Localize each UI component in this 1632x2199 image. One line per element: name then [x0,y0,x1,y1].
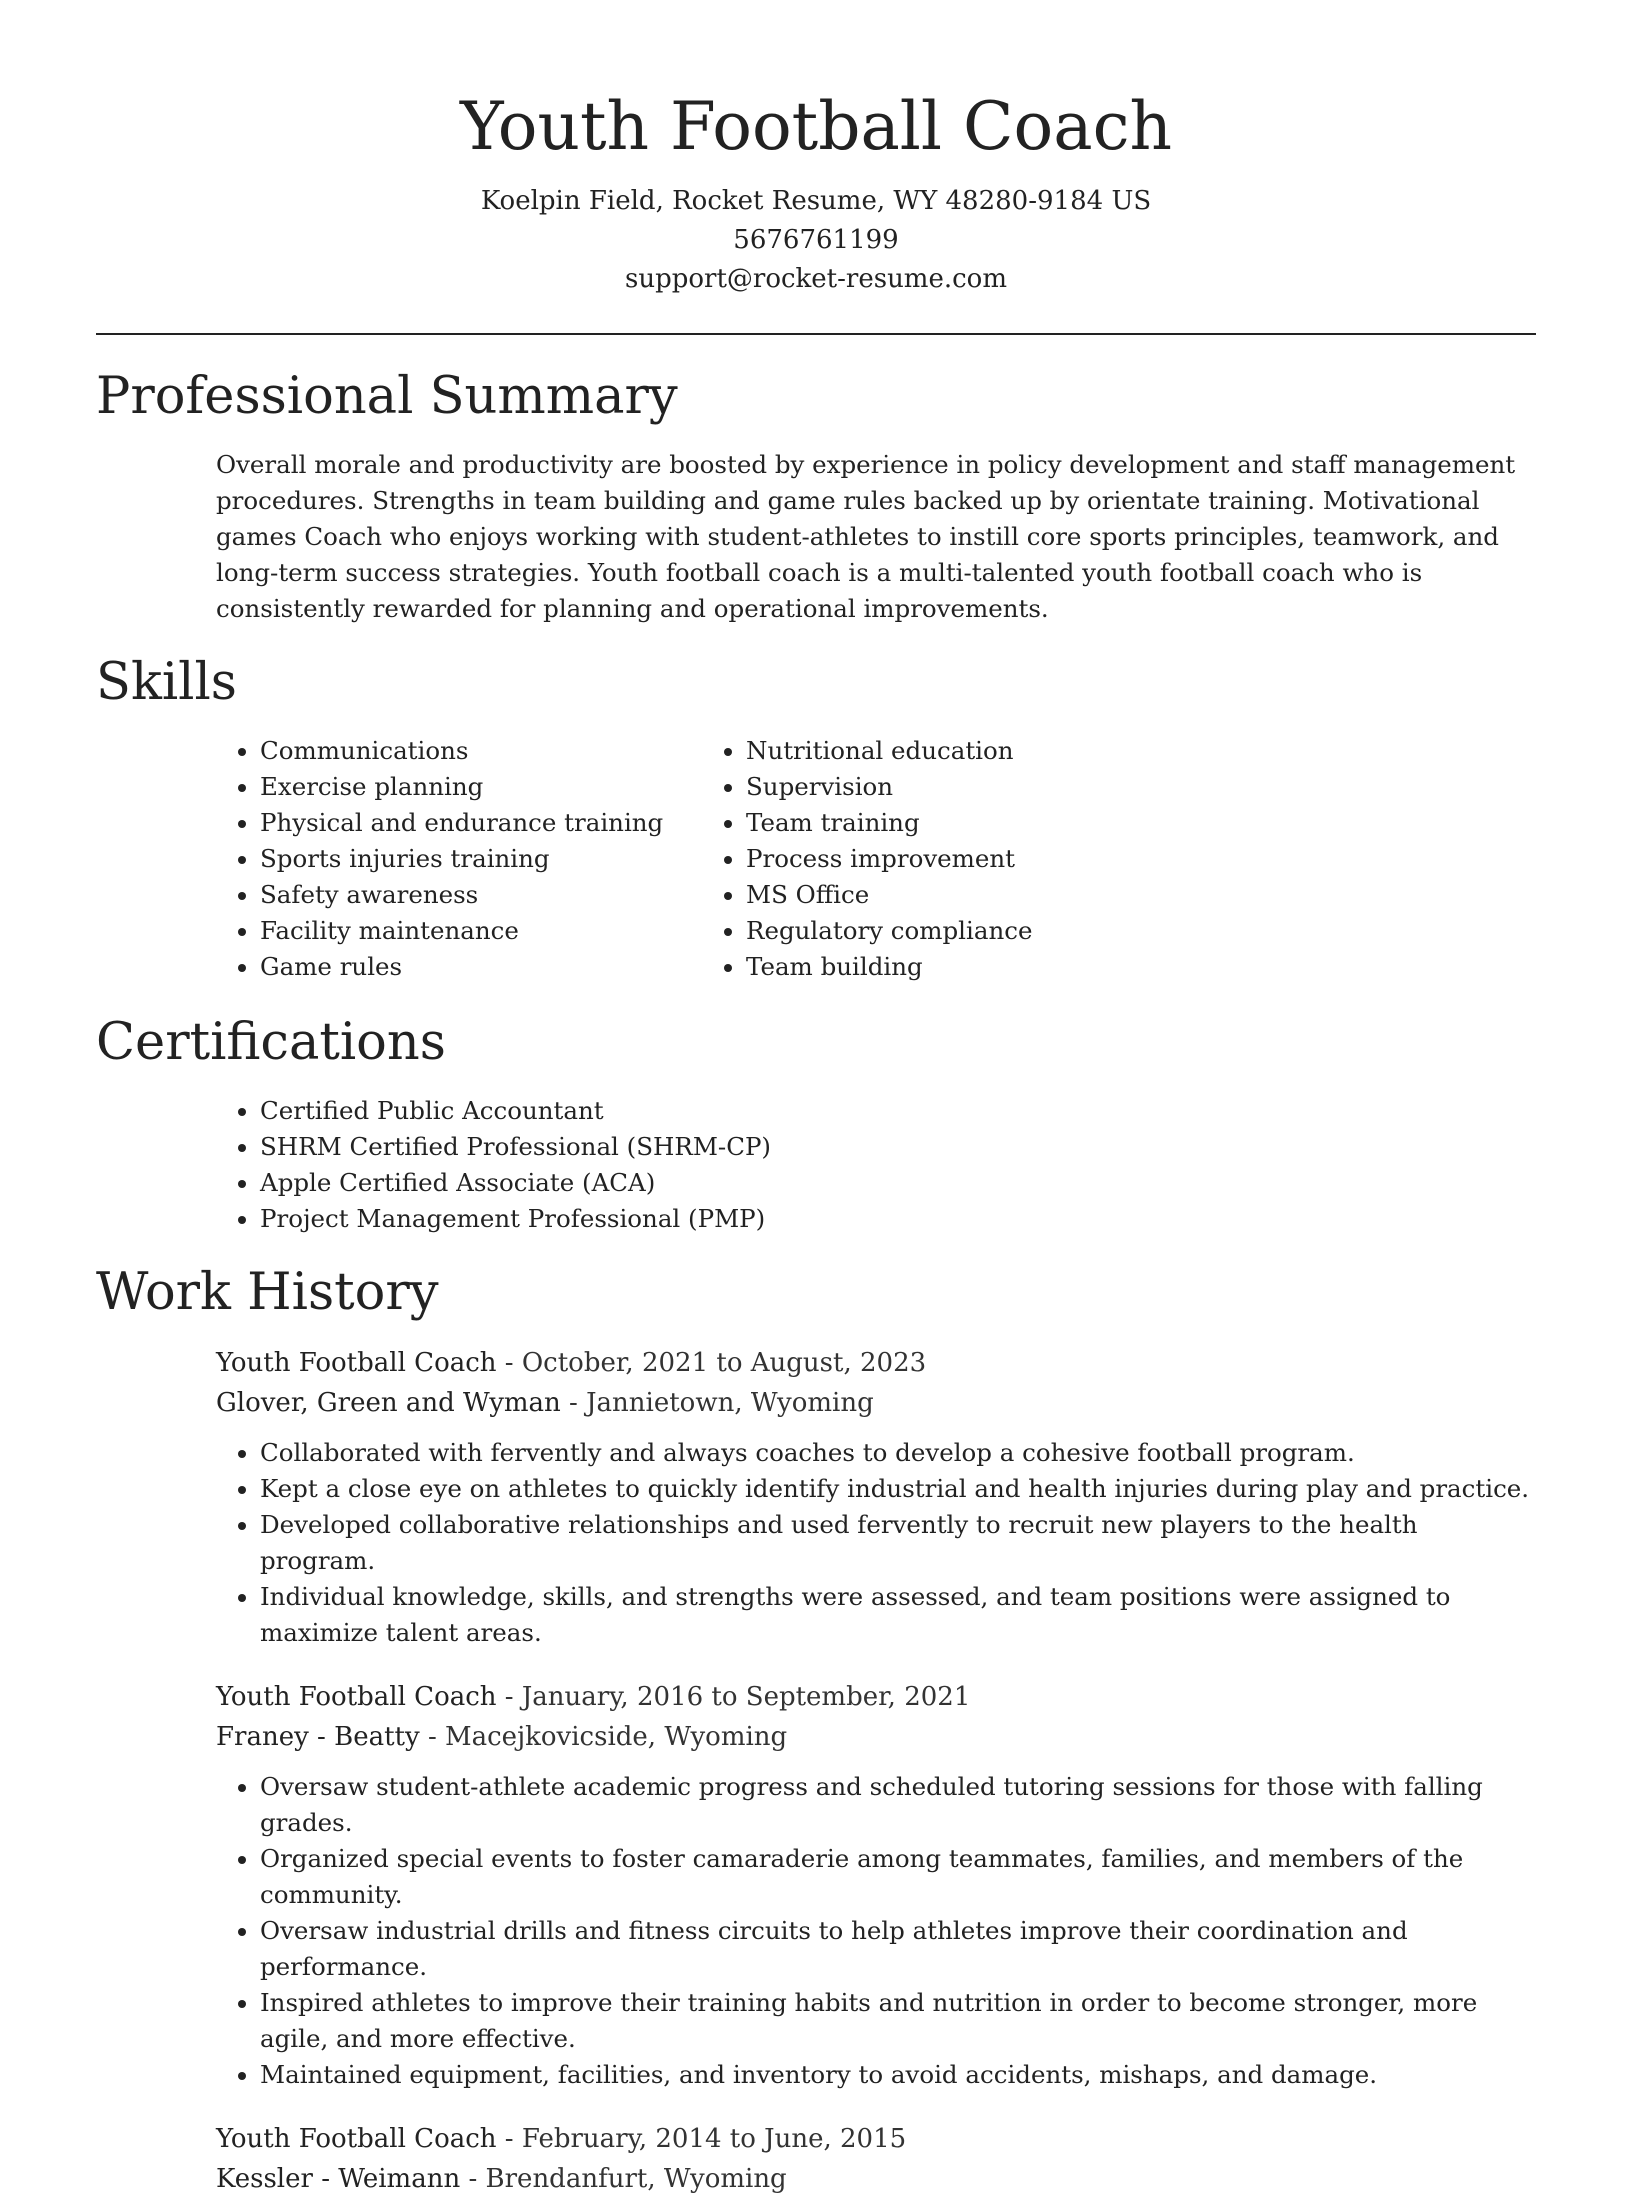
certification-item: • Certified Public Accountant [260,1093,1536,1129]
job-duty: • Collaborated with fervently and always coaches to develop a cohesive football program. [260,1435,1536,1471]
job-company: Franey - Beatty [216,1722,420,1752]
skill-item: • Supervision [746,769,1246,805]
skill-item: • Safety awareness [260,877,746,913]
skill-item: • Nutritional education [746,733,1246,769]
contact-phone: 5676761199 [733,225,899,255]
job-company-line [216,1717,1536,1757]
skill-item: • Sports injuries training [260,841,746,877]
job-duty: • Oversaw industrial drills and fitness circuits to help athletes improve their coordination and performance. [260,1913,1536,1985]
skill-item: • Regulatory compliance [746,913,1246,949]
skills-list-right [582,733,1246,985]
job-location: - Jannietown, Wyoming [560,1388,874,1418]
job-duty: • Oversaw student-athlete academic progress and scheduled tutoring sessions for those with falling grades. [260,1769,1536,1841]
certification-item: • SHRM Certified Professional (SHRM-CP) [260,1129,1536,1165]
job-title: Youth Football Coach [216,1682,497,1712]
job-title-line [216,1343,1536,1383]
resume-page [96,0,1536,2199]
job-company-line [216,2159,1536,2199]
job-company: Glover, Green and Wyman [216,1388,561,1418]
job-title-line [216,1677,1536,1717]
job-title-line [216,2119,1536,2159]
section-title-work-history: Work History [96,1263,439,1322]
job-title: Youth Football Coach [216,2124,497,2154]
certifications-list [96,1093,1536,1237]
job-company: Kessler - Weimann [216,2164,461,2194]
skills-columns [96,733,1536,985]
section-title-certifications: Certifications [96,1013,446,1072]
certification-item: • Apple Certified Associate (ACA) [260,1165,1536,1201]
work-history-list [96,1343,1536,2199]
section-title-skills: Skills [96,653,237,712]
job-duty: • Kept a close eye on athletes to quickly identify industrial and health injuries during play and practice. [260,1471,1536,1507]
job-title: Youth Football Coach [216,1348,497,1378]
job-dates: - February, 2014 to June, 2015 [496,2124,907,2154]
skill-item: • Communications [260,733,746,769]
job-entry [216,2119,1536,2199]
skill-item: • Team training [746,805,1246,841]
skill-item: • Exercise planning [260,769,746,805]
skill-item: • MS Office [746,877,1246,913]
resume-header [96,0,1536,299]
section-title-summary: Professional Summary [96,367,678,426]
job-entry [216,1677,1536,2093]
job-duty: • Maintained equipment, facilities, and inventory to avoid accidents, mishaps, and damage. [260,2057,1536,2093]
summary-text: Overall morale and productivity are boosted by experience in policy development and staff management procedures. Strengths in team building and game rules backed up by orientate training. Motivational games Coach who enjoys working with student-athletes to instill core sports principles, teamwork, and long-term success strategies. Youth football coach is a multi-talented youth football coach who is consistently rewarded for planning and operational improvements. [216,450,1516,623]
skill-item: • Game rules [260,949,746,985]
job-entry [216,1343,1536,1651]
contact-email: support@rocket-resume.com [624,264,1007,294]
job-location: - Macejkovicside, Wyoming [419,1722,788,1752]
skill-item: • Physical and endurance training [260,805,746,841]
job-duties [216,1435,1536,1651]
job-duty: • Organized special events to foster camaraderie among teammates, families, and members of the community. [260,1841,1536,1913]
job-duty: • Individual knowledge, skills, and strengths were assessed, and team positions were assigned to maximize talent areas. [260,1579,1536,1651]
job-duty: • Inspired athletes to improve their training habits and nutrition in order to become stronger, more agile, and more effective. [260,1985,1536,2057]
contact-address: Koelpin Field, Rocket Resume, WY 48280-9184 US [480,186,1152,216]
header-divider [96,333,1536,335]
job-location: - Brendanfurt, Wyoming [460,2164,787,2194]
job-dates: - October, 2021 to August, 2023 [496,1348,927,1378]
skill-item: • Process improvement [746,841,1246,877]
candidate-name: Youth Football Coach [459,88,1173,165]
job-dates: - January, 2016 to September, 2021 [496,1682,971,1712]
certification-item: • Project Management Professional (PMP) [260,1201,1536,1237]
job-duty: • Developed collaborative relationships and used fervently to recruit new players to the health program. [260,1507,1536,1579]
job-company-line [216,1383,1536,1423]
contact-block [96,182,1536,299]
skill-item: • Facility maintenance [260,913,746,949]
job-duties [216,1769,1536,2093]
skill-item: • Team building [746,949,1246,985]
